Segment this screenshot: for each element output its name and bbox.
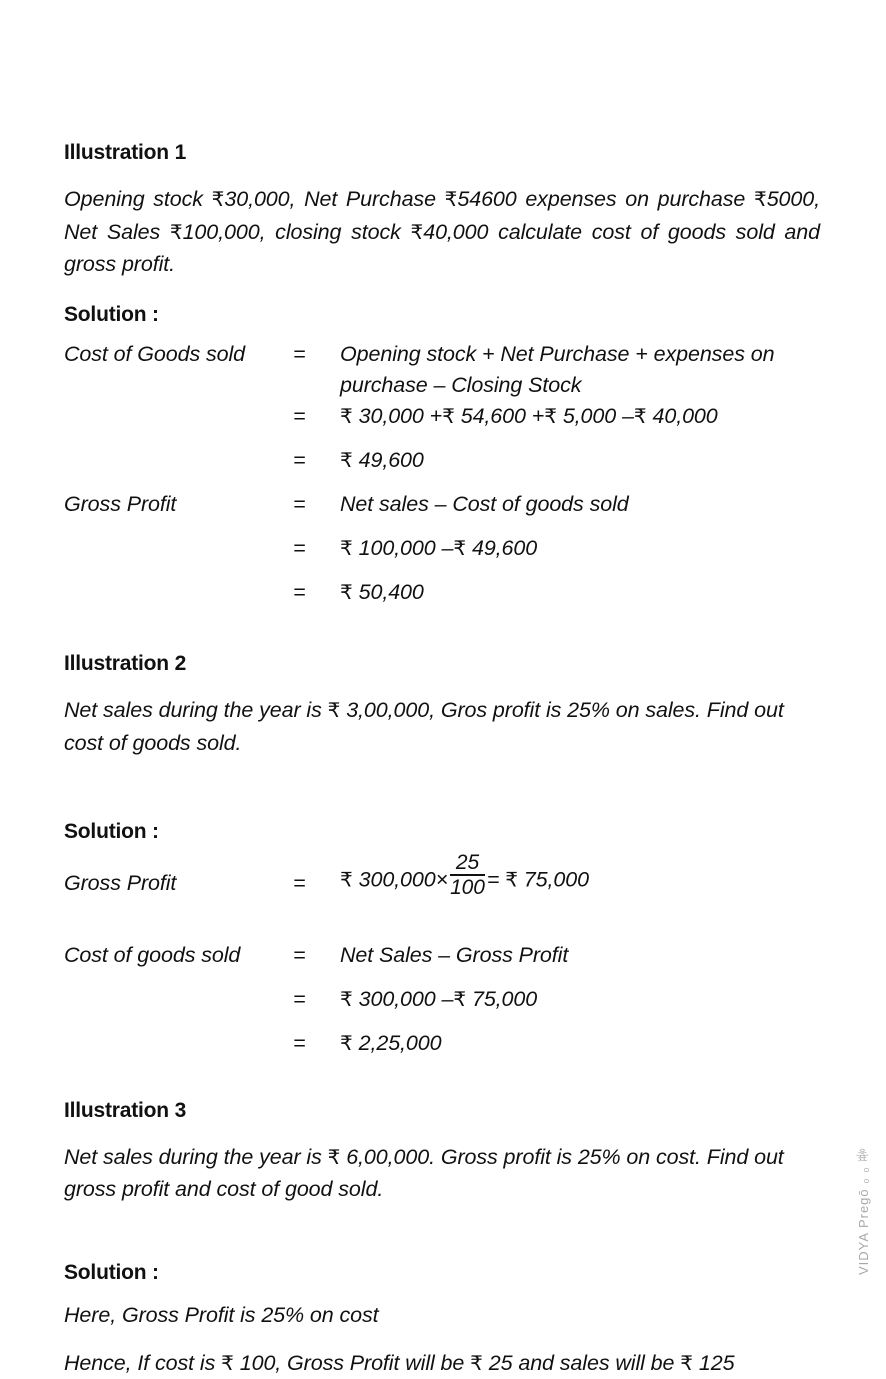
equation-value: ₹ 50,400 bbox=[340, 577, 820, 621]
equation-label: Gross Profit bbox=[64, 852, 293, 898]
equation-value bbox=[340, 852, 820, 898]
equation-row bbox=[64, 940, 820, 984]
equation-equals: = bbox=[293, 577, 340, 621]
illustration-3-solution-label: Solution : bbox=[64, 1260, 820, 1286]
equation-equals: = bbox=[293, 533, 340, 577]
illustration-1-problem: Opening stock ₹30,000, Net Purchase ₹54600 expenses on purchase ₹5000, Net Sales ₹100,000, closing stock ₹40,000 calculate cost of goods sold and gross profit. bbox=[64, 183, 820, 281]
equation-label bbox=[64, 533, 293, 577]
equation-label: Cost of Goods sold bbox=[64, 339, 293, 401]
fraction-numerator: 25 bbox=[450, 852, 485, 876]
illustration-1-solution-label: Solution : bbox=[64, 302, 820, 328]
illustration-3-line-2: Hence, If cost is ₹ 100, Gross Profit will be ₹ 25 and sales will be ₹ 125 bbox=[64, 1347, 820, 1379]
equation-row bbox=[64, 1028, 820, 1072]
equation-equals: = bbox=[293, 984, 340, 1028]
equation-result: ₹ 75,000 bbox=[505, 867, 589, 891]
equation-equals-second: = bbox=[487, 867, 499, 891]
equation-row bbox=[64, 489, 820, 533]
equation-equals: = bbox=[293, 852, 340, 898]
fraction bbox=[450, 852, 485, 898]
illustration-3-line-1: Here, Gross Profit is 25% on cost bbox=[64, 1299, 820, 1332]
equation-label bbox=[64, 577, 293, 621]
illustration-1-heading: Illustration 1 bbox=[64, 140, 820, 166]
equation-label: Cost of goods sold bbox=[64, 940, 293, 984]
equation-equals: = bbox=[293, 401, 340, 445]
equation-label bbox=[64, 1028, 293, 1072]
fraction-prefix: ₹ 300,000 bbox=[340, 867, 436, 891]
equation-label: Gross Profit bbox=[64, 489, 293, 533]
equation-value: ₹ 2,25,000 bbox=[340, 1028, 820, 1072]
equation-equals: = bbox=[293, 940, 340, 984]
equation-label bbox=[64, 401, 293, 445]
multiply-sign: × bbox=[436, 867, 448, 891]
equation-value: Net Sales – Gross Profit bbox=[340, 940, 820, 984]
equation-equals: = bbox=[293, 339, 340, 401]
equation-value: ₹ 49,600 bbox=[340, 445, 820, 489]
scan-bleed-artifact: VIDYA Pregō ₀ ₀ 푷 bbox=[854, 1095, 880, 1275]
equation-row bbox=[64, 984, 820, 1028]
equation-row bbox=[64, 445, 820, 489]
equation-equals: = bbox=[293, 489, 340, 533]
equation-value: ₹ 300,000 –₹ 75,000 bbox=[340, 984, 820, 1028]
illustration-2-gross-profit-equation bbox=[64, 852, 820, 898]
equation-row bbox=[64, 401, 820, 445]
illustration-3-heading: Illustration 3 bbox=[64, 1098, 820, 1124]
equation-value: ₹ 100,000 –₹ 49,600 bbox=[340, 533, 820, 577]
illustration-2-problem: Net sales during the year is ₹ 3,00,000, Gros profit is 25% on sales. Find out cost of goods sold. bbox=[64, 694, 820, 759]
illustration-1-equations bbox=[64, 339, 820, 621]
fraction-denominator: 100 bbox=[450, 876, 485, 898]
illustration-3-problem: Net sales during the year is ₹ 6,00,000. Gross profit is 25% on cost. Find out gross profit and cost of good sold. bbox=[64, 1141, 820, 1206]
equation-row bbox=[64, 339, 820, 401]
equation-label bbox=[64, 445, 293, 489]
equation-label bbox=[64, 984, 293, 1028]
equation-value: ₹ 30,000 +₹ 54,600 +₹ 5,000 –₹ 40,000 bbox=[340, 401, 820, 445]
equation-row bbox=[64, 533, 820, 577]
page-content bbox=[64, 140, 820, 1379]
equation-row-fraction bbox=[64, 852, 820, 898]
equation-equals: = bbox=[293, 1028, 340, 1072]
illustration-2-solution-label: Solution : bbox=[64, 819, 820, 845]
illustration-2-heading: Illustration 2 bbox=[64, 651, 820, 677]
equation-value: Opening stock + Net Purchase + expenses on purchase – Closing Stock bbox=[340, 339, 820, 401]
equation-row bbox=[64, 577, 820, 621]
equation-equals: = bbox=[293, 445, 340, 489]
equation-value: Net sales – Cost of goods sold bbox=[340, 489, 820, 533]
illustration-2-equations bbox=[64, 940, 820, 1072]
